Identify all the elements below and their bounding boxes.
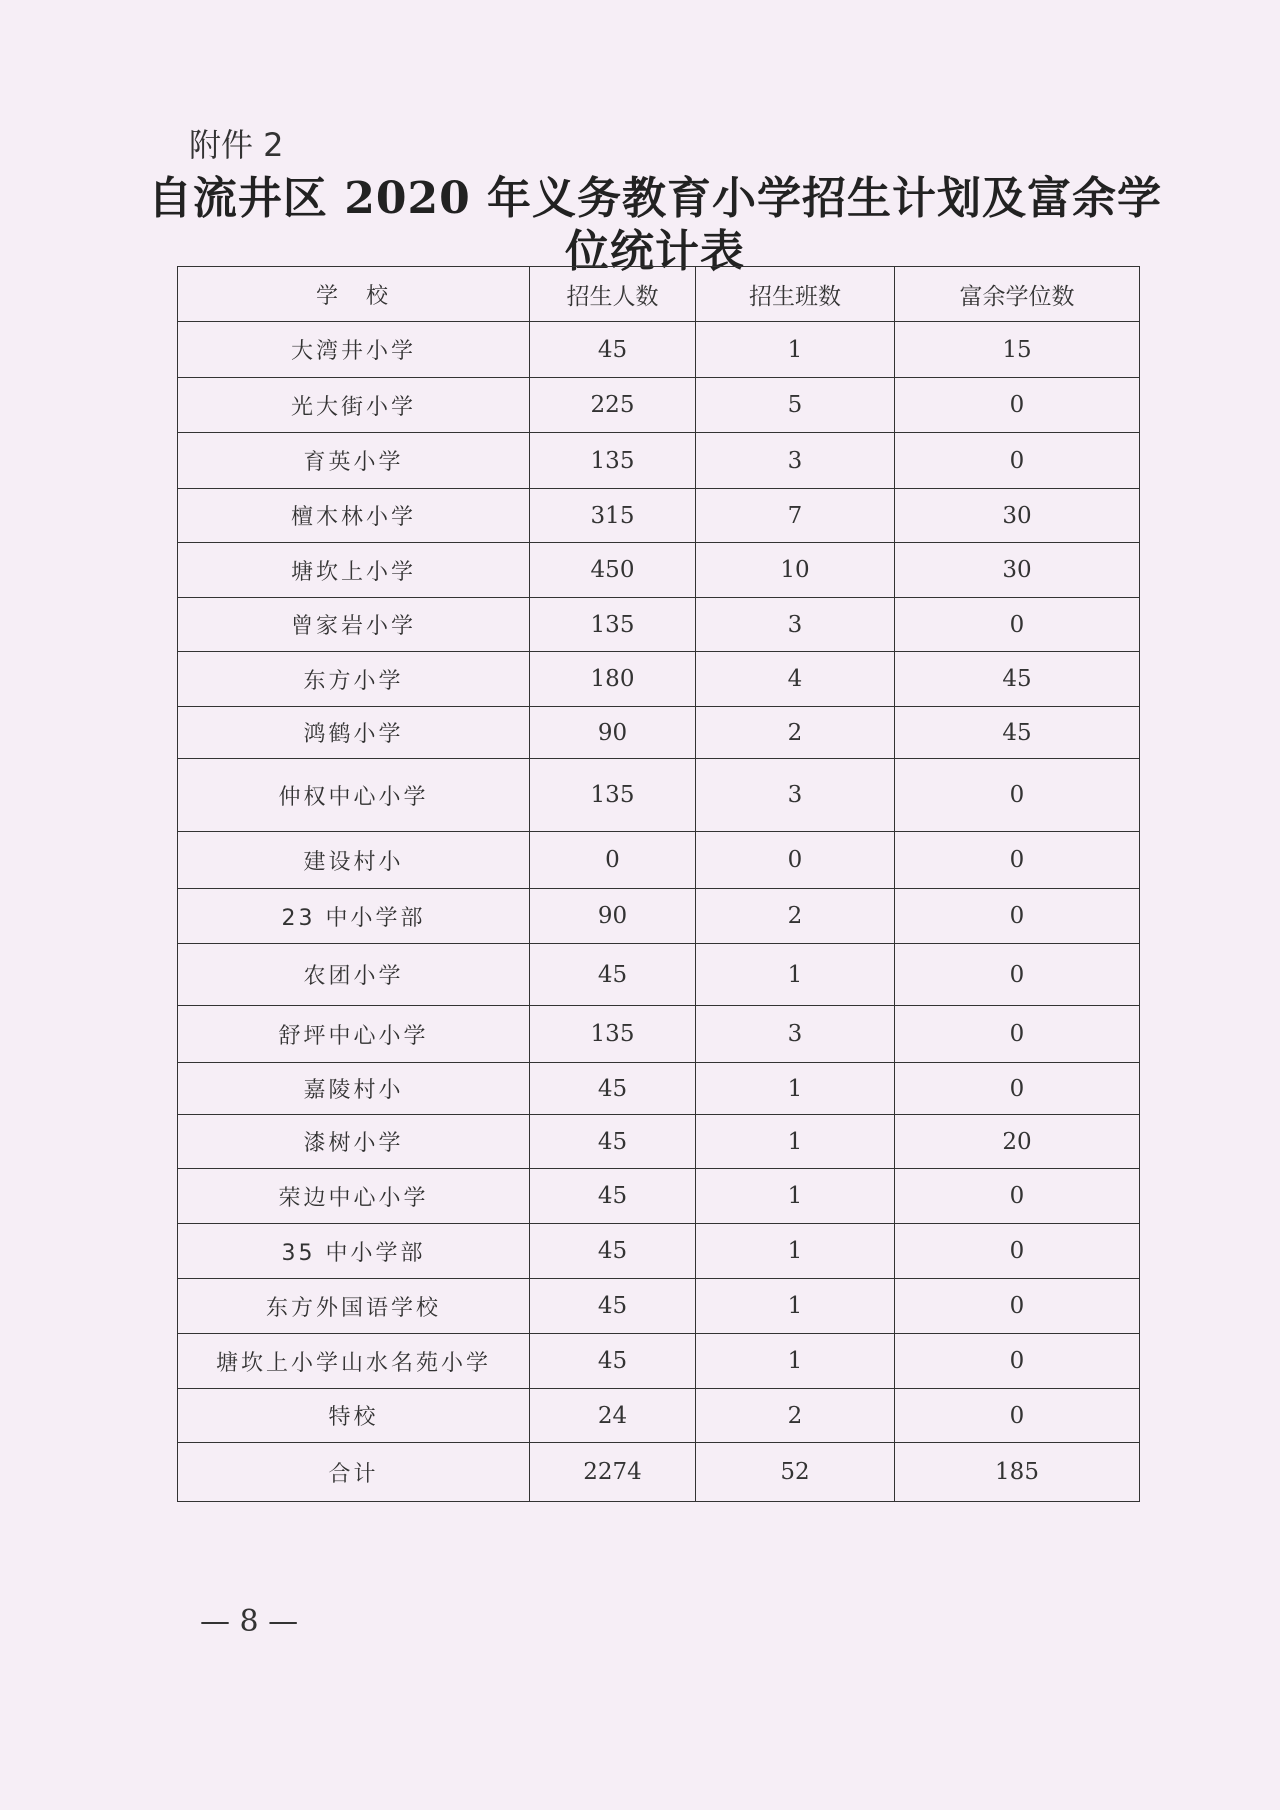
cell-school: 仲权中心小学 [178, 759, 530, 832]
cell-school: 舒坪中心小学 [178, 1006, 530, 1063]
cell-enrollment: 180 [530, 652, 696, 707]
cell-school: 东方外国语学校 [178, 1279, 530, 1334]
cell-school: 光大街小学 [178, 378, 530, 433]
cell-enrollment: 45 [530, 1063, 696, 1115]
cell-school: 漆树小学 [178, 1115, 530, 1169]
cell-enrollment: 45 [530, 1279, 696, 1334]
table-row [178, 598, 1140, 652]
cell-enrollment: 135 [530, 759, 696, 832]
cell-enrollment: 135 [530, 598, 696, 652]
cell-enrollment: 315 [530, 489, 696, 543]
cell-surplus: 45 [895, 707, 1140, 759]
cell-classes: 3 [696, 433, 895, 489]
cell-school: 特校 [178, 1389, 530, 1443]
cell-school: 塘坎上小学 [178, 543, 530, 598]
cell-surplus: 0 [895, 598, 1140, 652]
header-surplus: 富余学位数 [895, 267, 1140, 322]
cell-school: 檀木林小学 [178, 489, 530, 543]
cell-enrollment: 2274 [530, 1443, 696, 1502]
cell-classes: 10 [696, 543, 895, 598]
cell-surplus: 0 [895, 759, 1140, 832]
table-row [178, 707, 1140, 759]
cell-classes: 1 [696, 1334, 895, 1389]
cell-classes: 1 [696, 1279, 895, 1334]
table-row [178, 1334, 1140, 1389]
cell-classes: 1 [696, 322, 895, 378]
cell-enrollment: 90 [530, 707, 696, 759]
cell-surplus: 15 [895, 322, 1140, 378]
cell-enrollment: 225 [530, 378, 696, 433]
cell-enrollment: 45 [530, 1224, 696, 1279]
table-row [178, 832, 1140, 889]
document-title: 自流井区 2020 年义务教育小学招生计划及富余学 [147, 173, 1163, 224]
table-row [178, 433, 1140, 489]
cell-school: 35 中小学部 [178, 1224, 530, 1279]
total-row [178, 1443, 1140, 1502]
cell-school: 荣边中心小学 [178, 1169, 530, 1224]
cell-enrollment: 0 [530, 832, 696, 889]
table-row [178, 889, 1140, 944]
cell-surplus: 185 [895, 1443, 1140, 1502]
cell-enrollment: 45 [530, 944, 696, 1006]
cell-classes: 1 [696, 1115, 895, 1169]
cell-school: 嘉陵村小 [178, 1063, 530, 1115]
cell-school: 曾家岩小学 [178, 598, 530, 652]
page-number: — 8 — [200, 1604, 299, 1639]
table-row [178, 1169, 1140, 1224]
enrollment-table [177, 266, 1140, 1502]
cell-surplus: 0 [895, 889, 1140, 944]
cell-classes: 3 [696, 598, 895, 652]
header-classes: 招生班数 [696, 267, 895, 322]
cell-school: 大湾井小学 [178, 322, 530, 378]
cell-classes: 4 [696, 652, 895, 707]
cell-classes: 3 [696, 1006, 895, 1063]
cell-enrollment: 135 [530, 1006, 696, 1063]
cell-classes: 1 [696, 944, 895, 1006]
cell-surplus: 0 [895, 1279, 1140, 1334]
cell-surplus: 0 [895, 1334, 1140, 1389]
cell-surplus: 0 [895, 433, 1140, 489]
cell-school: 农团小学 [178, 944, 530, 1006]
table-row [178, 1063, 1140, 1115]
cell-classes: 2 [696, 1389, 895, 1443]
cell-surplus: 0 [895, 1063, 1140, 1115]
table-row [178, 1115, 1140, 1169]
cell-surplus: 0 [895, 378, 1140, 433]
cell-classes: 2 [696, 707, 895, 759]
cell-surplus: 45 [895, 652, 1140, 707]
cell-enrollment: 45 [530, 1334, 696, 1389]
cell-surplus: 0 [895, 832, 1140, 889]
cell-classes: 2 [696, 889, 895, 944]
cell-school: 塘坎上小学山水名苑小学 [178, 1334, 530, 1389]
table-row [178, 1224, 1140, 1279]
cell-surplus: 0 [895, 944, 1140, 1006]
table-row [178, 1279, 1140, 1334]
table-row [178, 652, 1140, 707]
document-title-line2: 位统计表 [565, 226, 745, 277]
cell-surplus: 30 [895, 543, 1140, 598]
cell-school: 建设村小 [178, 832, 530, 889]
header-enrollment: 招生人数 [530, 267, 696, 322]
cell-school: 23 中小学部 [178, 889, 530, 944]
cell-classes: 3 [696, 759, 895, 832]
cell-classes: 7 [696, 489, 895, 543]
cell-surplus: 20 [895, 1115, 1140, 1169]
cell-school: 合计 [178, 1443, 530, 1502]
cell-enrollment: 450 [530, 543, 696, 598]
table-header [178, 267, 1140, 322]
cell-classes: 1 [696, 1063, 895, 1115]
table-row [178, 322, 1140, 378]
cell-classes: 0 [696, 832, 895, 889]
cell-enrollment: 45 [530, 1169, 696, 1224]
cell-enrollment: 135 [530, 433, 696, 489]
table-row [178, 1389, 1140, 1443]
cell-enrollment: 24 [530, 1389, 696, 1443]
cell-surplus: 30 [895, 489, 1140, 543]
cell-enrollment: 90 [530, 889, 696, 944]
cell-enrollment: 45 [530, 1115, 696, 1169]
cell-school: 育英小学 [178, 433, 530, 489]
table-row [178, 1006, 1140, 1063]
cell-classes: 1 [696, 1169, 895, 1224]
cell-enrollment: 45 [530, 322, 696, 378]
cell-school: 东方小学 [178, 652, 530, 707]
table-row [178, 489, 1140, 543]
cell-surplus: 0 [895, 1389, 1140, 1443]
cell-classes: 5 [696, 378, 895, 433]
attachment-label: 附件 2 [189, 126, 284, 164]
cell-surplus: 0 [895, 1169, 1140, 1224]
table-row [178, 944, 1140, 1006]
cell-surplus: 0 [895, 1224, 1140, 1279]
table-row [178, 543, 1140, 598]
cell-classes: 52 [696, 1443, 895, 1502]
header-school: 学 校 [178, 267, 530, 322]
cell-school: 鸿鹤小学 [178, 707, 530, 759]
table-row [178, 759, 1140, 832]
table-row [178, 378, 1140, 433]
cell-classes: 1 [696, 1224, 895, 1279]
cell-surplus: 0 [895, 1006, 1140, 1063]
